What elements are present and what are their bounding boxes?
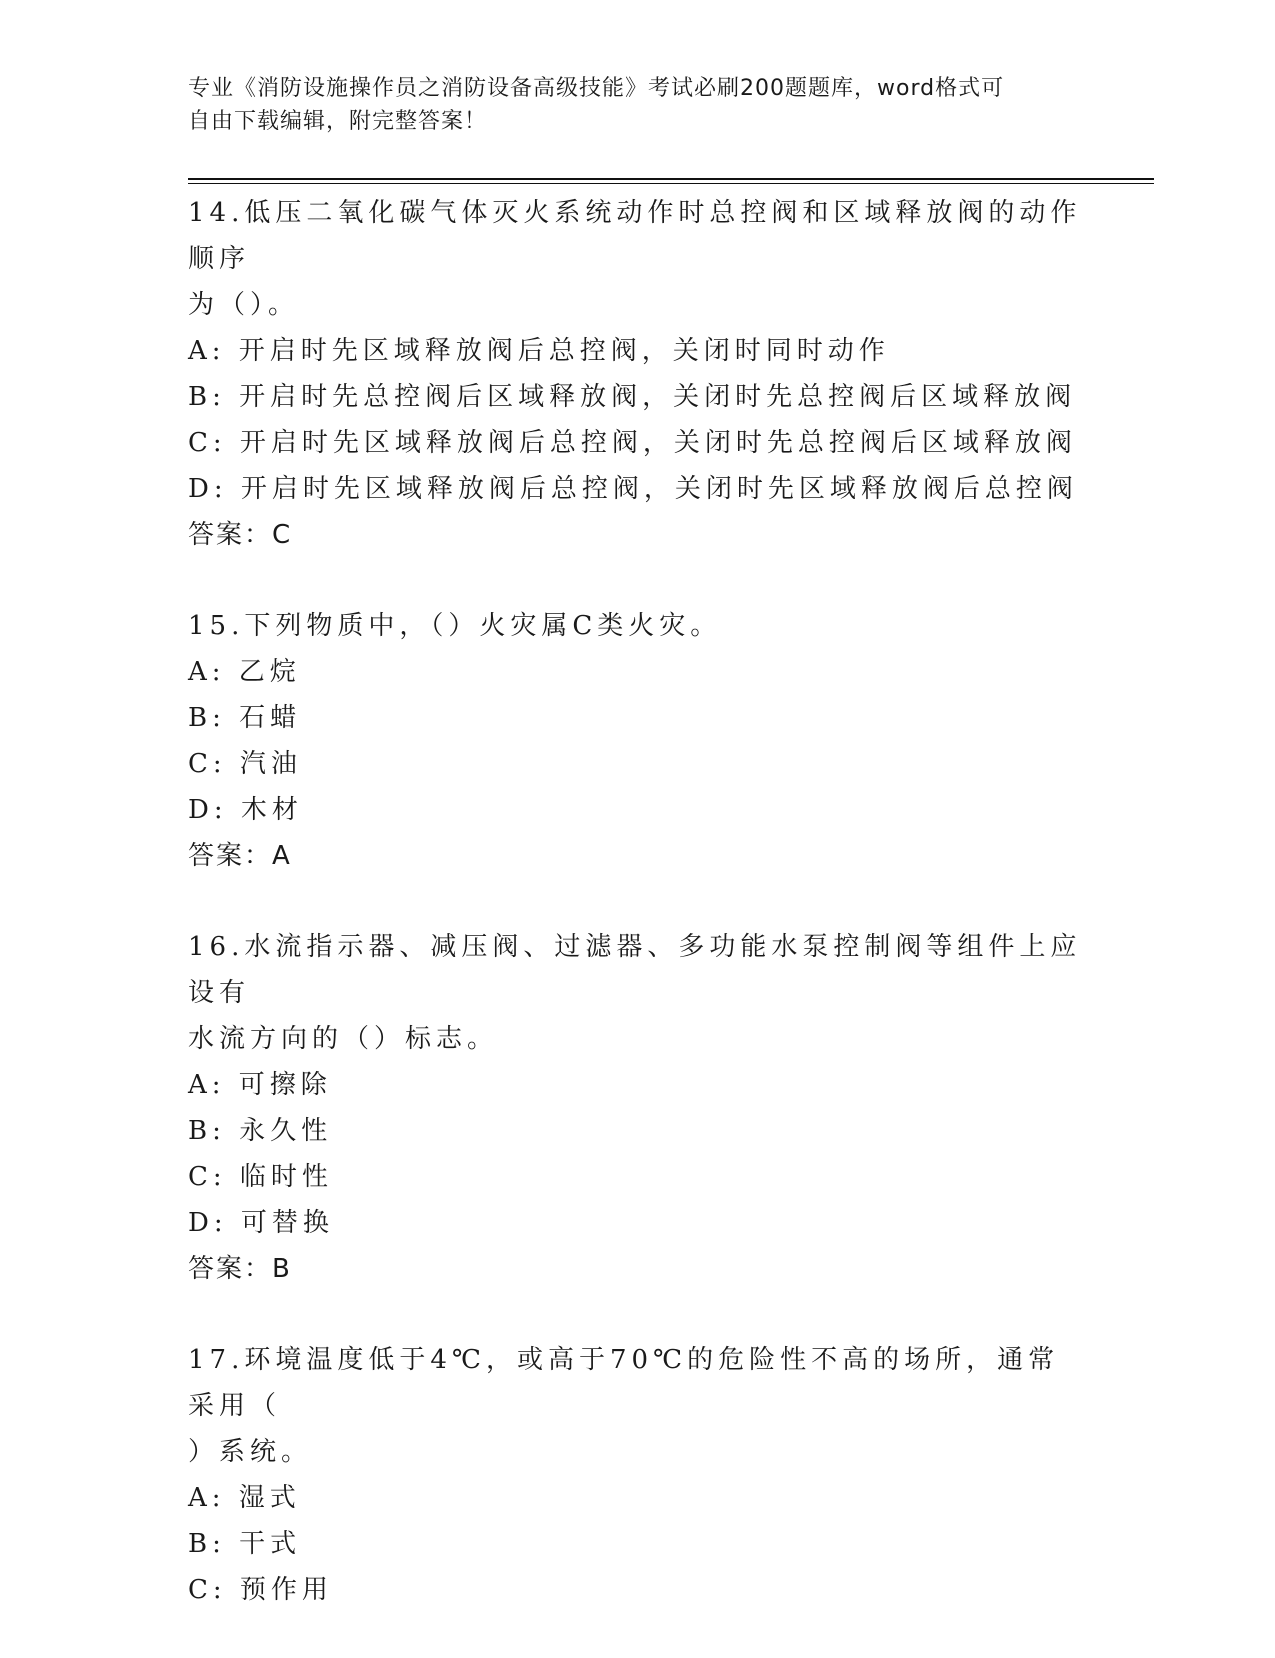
option-c: C: 临时性 xyxy=(188,1162,333,1192)
option-b: B: 石蜡 xyxy=(188,703,302,733)
header-divider-thin xyxy=(188,183,1154,184)
header-line-2: 自由下载编辑，附完整答案！ xyxy=(188,109,488,134)
option-b: B: 永久性 xyxy=(188,1116,333,1146)
question-16 xyxy=(188,924,1088,1292)
document-header xyxy=(188,72,1088,138)
question-15 xyxy=(188,603,1088,879)
question-stem-continued: 水流方向的（）标志。 xyxy=(188,1024,499,1054)
option-a: A: 乙烷 xyxy=(188,657,301,687)
option-c: C: 预作用 xyxy=(188,1575,333,1605)
option-a: A: 可擦除 xyxy=(188,1070,332,1100)
option-a: A: 湿式 xyxy=(188,1483,301,1513)
answer: 答案：A xyxy=(188,841,292,871)
question-17 xyxy=(188,1337,1088,1613)
header-line-1: 专业《消防设施操作员之消防设备高级技能》考试必刷200题题库，word格式可 xyxy=(188,76,1005,101)
question-stem-continued: ）系统。 xyxy=(188,1437,313,1467)
option-d: D: 木材 xyxy=(188,795,303,825)
question-stem: 17.环境温度低于4℃，或高于70℃的危险性不高的场所，通常采用（ xyxy=(188,1345,1060,1421)
option-b: B: 干式 xyxy=(188,1529,302,1559)
option-d: D: 可替换 xyxy=(188,1208,334,1238)
question-stem: 14.低压二氧化碳气体灭火系统动作时总控阀和区域释放阀的动作顺序 xyxy=(188,198,1082,274)
question-stem-continued: 为（）。 xyxy=(188,290,300,320)
question-14 xyxy=(188,190,1088,558)
option-a: A: 开启时先区域释放阀后总控阀，关闭时同时动作 xyxy=(188,336,890,366)
option-d: D: 开启时先区域释放阀后总控阀，关闭时先区域释放阀后总控阀 xyxy=(188,474,1078,504)
option-b: B: 开启时先总控阀后区域释放阀，关闭时先总控阀后区域释放阀 xyxy=(188,382,1077,412)
question-stem: 16.水流指示器、减压阀、过滤器、多功能水泵控制阀等组件上应设有 xyxy=(188,932,1082,1008)
question-list xyxy=(188,190,1088,1658)
question-stem: 15.下列物质中，（）火灾属C类火灾。 xyxy=(188,611,722,641)
option-c: C: 开启时先区域释放阀后总控阀，关闭时先总控阀后区域释放阀 xyxy=(188,428,1077,458)
answer: 答案：C xyxy=(188,520,293,550)
header-divider-thick xyxy=(188,178,1154,180)
option-c: C: 汽油 xyxy=(188,749,302,779)
answer: 答案：B xyxy=(188,1254,292,1284)
